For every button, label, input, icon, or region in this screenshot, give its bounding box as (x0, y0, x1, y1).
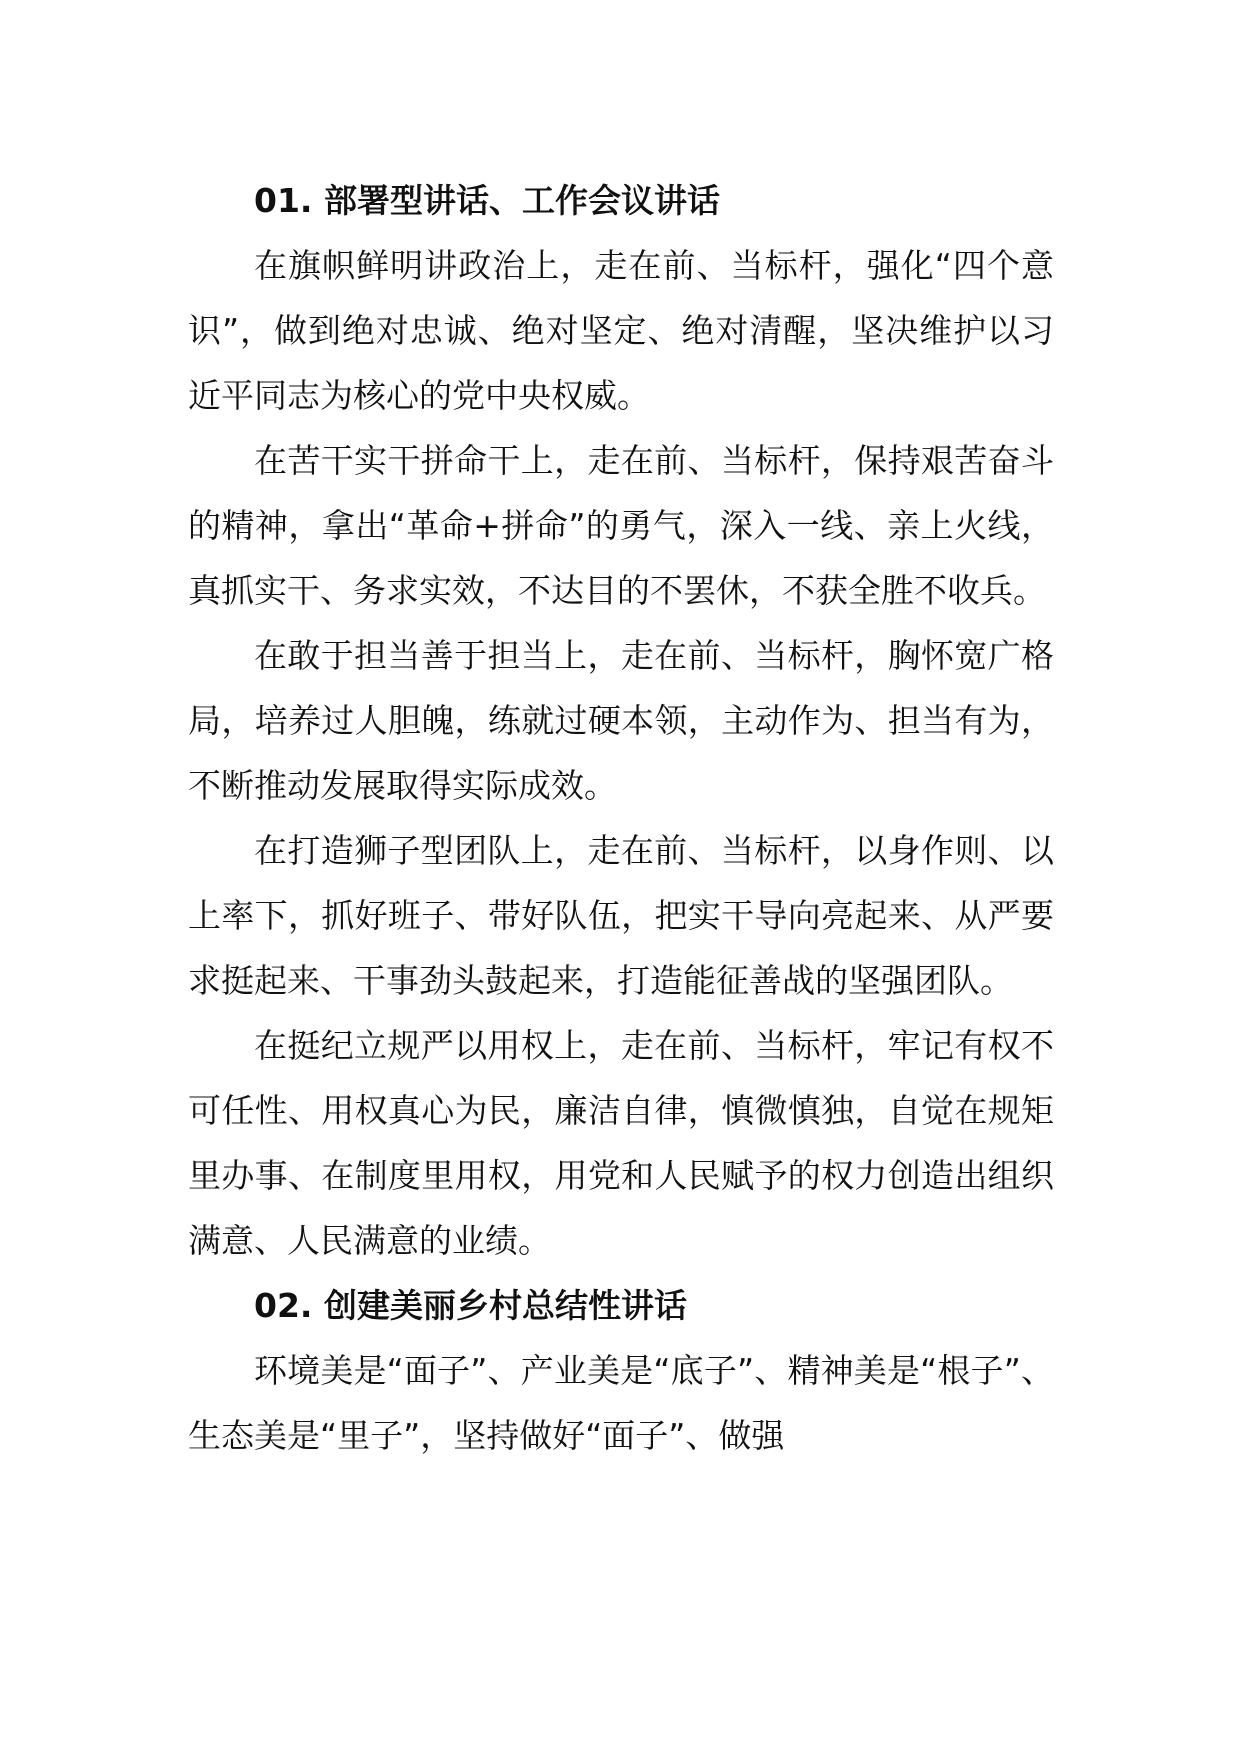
paragraph-beautiful-village: 环境美是“面子”、产业美是“底子”、精神美是“根子”、生态美是“里子”，坚持做好“面子”、做强 (188, 1351, 1054, 1455)
paragraph-lion-team: 在打造狮子型团队上，走在前、当标杆，以身作则、以上率下，抓好班子、带好队伍，把实干导向亮起来、从严要求挺起来、干事劲头鼓起来，打造能征善战的坚强团队。 (188, 831, 1054, 1000)
section-heading-02: 02. 创建美丽乡村总结性讲话 (254, 1286, 687, 1325)
paragraph-political: 在旗帜鲜明讲政治上，走在前、当标杆，强化“四个意识”，做到绝对忠诚、绝对坚定、绝对清醒，坚决维护以习近平同志为核心的党中央权威。 (188, 246, 1054, 415)
paragraph-discipline: 在挺纪立规严以用权上，走在前、当标杆，牢记有权不可任性、用权真心为民，廉洁自律，慎微慎独，自觉在规矩里办事、在制度里用权，用党和人民赋予的权力创造出组织满意、人民满意的业绩。 (188, 1026, 1054, 1260)
paragraph-responsibility: 在敢于担当善于担当上，走在前、当标杆，胸怀宽广格局，培养过人胆魄，练就过硬本领，主动作为、担当有为，不断推动发展取得实际成效。 (188, 636, 1054, 805)
section-heading-01: 01. 部署型讲话、工作会议讲话 (254, 181, 720, 220)
document-page (188, 168, 1054, 1468)
paragraph-hard-work: 在苦干实干拼命干上，走在前、当标杆，保持艰苦奋斗的精神，拿出“革命+拼命”的勇气，深入一线、亲上火线，真抓实干、务求实效，不达目的不罢休，不获全胜不收兵。 (188, 441, 1054, 610)
